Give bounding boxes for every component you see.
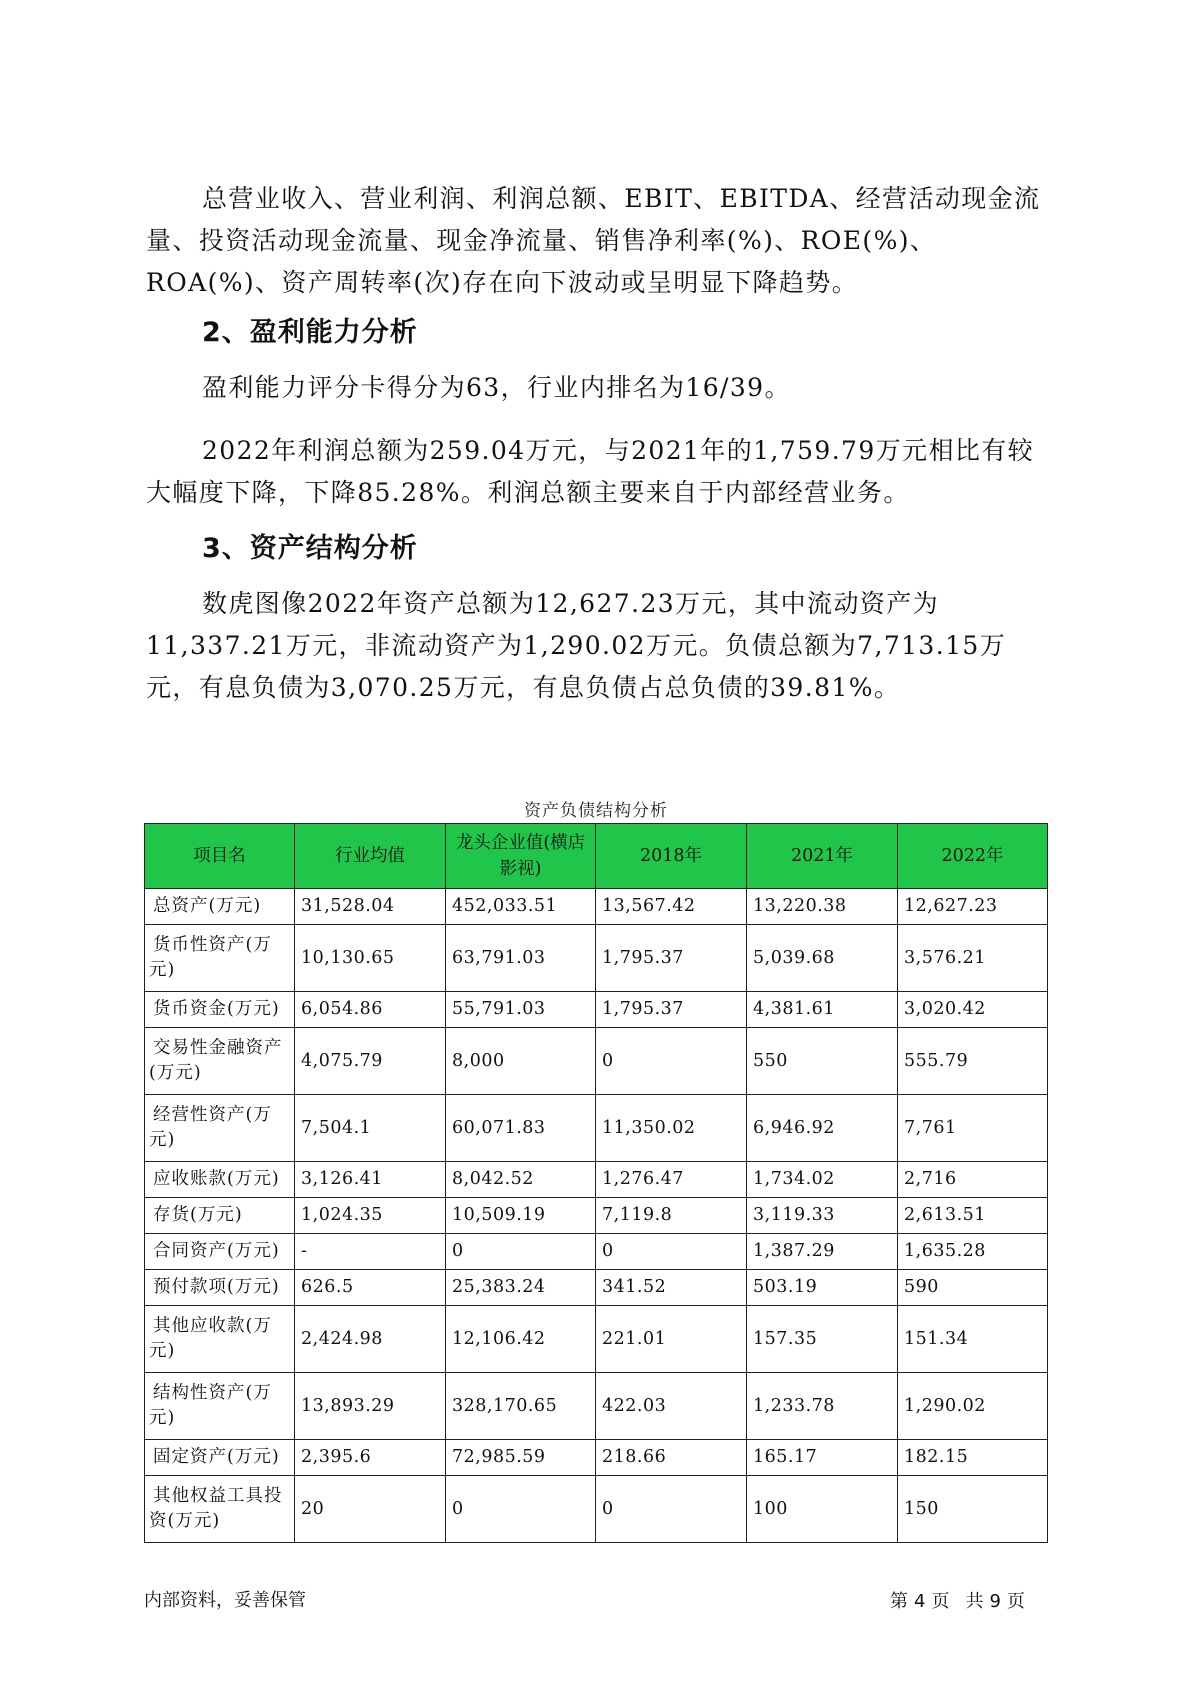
row-label: 预付款项(万元) xyxy=(145,1270,295,1306)
total-prefix: 共 xyxy=(965,1591,984,1612)
asset-liability-table xyxy=(144,823,1048,1543)
table-row xyxy=(145,1095,1048,1162)
cell-industry-average: 6,054.86 xyxy=(295,992,446,1028)
cell-2021: 3,119.33 xyxy=(747,1198,898,1234)
table-row xyxy=(145,1440,1048,1476)
table-row xyxy=(145,1306,1048,1373)
footer-page-indicator xyxy=(890,1587,1031,1613)
cell-2021: 13,220.38 xyxy=(747,889,898,925)
header-year-2022: 2022年 xyxy=(898,824,1048,889)
header-item-name: 项目名 xyxy=(145,824,295,889)
page-unit: 页 xyxy=(931,1591,950,1612)
header-year-2021: 2021年 xyxy=(747,824,898,889)
table-caption: 资产负债结构分析 xyxy=(524,801,668,821)
cell-2022: 1,635.28 xyxy=(898,1234,1048,1270)
cell-leader-value: 60,071.83 xyxy=(446,1095,596,1162)
cell-leader-value: 452,033.51 xyxy=(446,889,596,925)
row-label: 货币性资产(万元) xyxy=(145,925,295,992)
cell-2018: 1,795.37 xyxy=(596,925,747,992)
cell-leader-value: 10,509.19 xyxy=(446,1198,596,1234)
cell-2021: 1,734.02 xyxy=(747,1162,898,1198)
cell-leader-value: 0 xyxy=(446,1476,596,1543)
cell-2022: 590 xyxy=(898,1270,1048,1306)
cell-industry-average: 1,024.35 xyxy=(295,1198,446,1234)
paragraph-profitability-score: 盈利能力评分卡得分为63，行业内排名为16/39。 xyxy=(202,373,791,402)
paragraph-trend-summary: 总营业收入、营业利润、利润总额、EBIT、EBITDA、经营活动现金流量、投资活动现金流量、现金净流量、销售净利率(%)、ROE(%)、ROA(%)、资产周转率(次)存在向下波动或呈明显下降趋势。 xyxy=(146,184,1041,297)
cell-leader-value: 72,985.59 xyxy=(446,1440,596,1476)
cell-2021: 157.35 xyxy=(747,1306,898,1373)
header-industry-average: 行业均值 xyxy=(295,824,446,889)
table-row xyxy=(145,1476,1048,1543)
cell-2021: 1,387.29 xyxy=(747,1234,898,1270)
cell-2022: 7,761 xyxy=(898,1095,1048,1162)
cell-leader-value: 328,170.65 xyxy=(446,1373,596,1440)
table-header-row xyxy=(145,824,1048,889)
cell-2018: 341.52 xyxy=(596,1270,747,1306)
row-label: 其他应收款(万元) xyxy=(145,1306,295,1373)
cell-leader-value: 55,791.03 xyxy=(446,992,596,1028)
cell-2018: 7,119.8 xyxy=(596,1198,747,1234)
cell-2022: 2,613.51 xyxy=(898,1198,1048,1234)
cell-2021: 4,381.61 xyxy=(747,992,898,1028)
cell-2022: 2,716 xyxy=(898,1162,1048,1198)
cell-2022: 3,576.21 xyxy=(898,925,1048,992)
table-row xyxy=(145,992,1048,1028)
row-label: 存货(万元) xyxy=(145,1198,295,1234)
page-number: 4 xyxy=(914,1591,926,1612)
paragraph-profit-total: 2022年利润总额为259.04万元，与2021年的1,759.79万元相比有较大幅度下降，下降85.28%。利润总额主要来自于内部经营业务。 xyxy=(146,436,1035,507)
cell-industry-average: 2,424.98 xyxy=(295,1306,446,1373)
cell-2018: 0 xyxy=(596,1476,747,1543)
cell-2018: 0 xyxy=(596,1234,747,1270)
cell-leader-value: 8,042.52 xyxy=(446,1162,596,1198)
cell-industry-average: 13,893.29 xyxy=(295,1373,446,1440)
row-label: 货币资金(万元) xyxy=(145,992,295,1028)
header-leader-value: 龙头企业值(横店影视) xyxy=(446,824,596,889)
table-row xyxy=(145,889,1048,925)
row-label: 应收账款(万元) xyxy=(145,1162,295,1198)
row-label: 总资产(万元) xyxy=(145,889,295,925)
cell-2018: 1,795.37 xyxy=(596,992,747,1028)
cell-2018: 422.03 xyxy=(596,1373,747,1440)
row-label: 其他权益工具投资(万元) xyxy=(145,1476,295,1543)
cell-industry-average: 7,504.1 xyxy=(295,1095,446,1162)
cell-2021: 100 xyxy=(747,1476,898,1543)
table-row xyxy=(145,1162,1048,1198)
cell-industry-average: 10,130.65 xyxy=(295,925,446,992)
table-row xyxy=(145,1270,1048,1306)
cell-industry-average: 4,075.79 xyxy=(295,1028,446,1095)
header-year-2018: 2018年 xyxy=(596,824,747,889)
cell-2018: 1,276.47 xyxy=(596,1162,747,1198)
cell-2018: 11,350.02 xyxy=(596,1095,747,1162)
cell-2018: 221.01 xyxy=(596,1306,747,1373)
cell-leader-value: 8,000 xyxy=(446,1028,596,1095)
cell-2022: 182.15 xyxy=(898,1440,1048,1476)
table-row xyxy=(145,1198,1048,1234)
table-row xyxy=(145,1028,1048,1095)
cell-2021: 6,946.92 xyxy=(747,1095,898,1162)
row-label: 固定资产(万元) xyxy=(145,1440,295,1476)
section-heading-profitability: 2、盈利能力分析 xyxy=(202,317,418,348)
section-heading-asset-structure: 3、资产结构分析 xyxy=(202,533,418,564)
row-label: 合同资产(万元) xyxy=(145,1234,295,1270)
cell-2021: 550 xyxy=(747,1028,898,1095)
cell-leader-value: 63,791.03 xyxy=(446,925,596,992)
cell-industry-average: 20 xyxy=(295,1476,446,1543)
cell-2022: 150 xyxy=(898,1476,1048,1543)
cell-2018: 218.66 xyxy=(596,1440,747,1476)
cell-2022: 3,020.42 xyxy=(898,992,1048,1028)
cell-industry-average: 3,126.41 xyxy=(295,1162,446,1198)
cell-2022: 1,290.02 xyxy=(898,1373,1048,1440)
cell-2018: 0 xyxy=(596,1028,747,1095)
cell-industry-average: 626.5 xyxy=(295,1270,446,1306)
page-prefix: 第 xyxy=(890,1591,908,1612)
cell-2022: 12,627.23 xyxy=(898,889,1048,925)
cell-2021: 1,233.78 xyxy=(747,1373,898,1440)
footer-confidential-note: 内部资料，妥善保管 xyxy=(144,1590,306,1611)
cell-2022: 151.34 xyxy=(898,1306,1048,1373)
cell-industry-average: 31,528.04 xyxy=(295,889,446,925)
cell-2018: 13,567.42 xyxy=(596,889,747,925)
row-label: 交易性金融资产(万元) xyxy=(145,1028,295,1095)
cell-leader-value: 12,106.42 xyxy=(446,1306,596,1373)
cell-2022: 555.79 xyxy=(898,1028,1048,1095)
cell-industry-average: - xyxy=(295,1234,446,1270)
row-label: 经营性资产(万元) xyxy=(145,1095,295,1162)
cell-leader-value: 25,383.24 xyxy=(446,1270,596,1306)
cell-2021: 5,039.68 xyxy=(747,925,898,992)
table-row xyxy=(145,925,1048,992)
total-pages: 9 xyxy=(989,1591,1001,1612)
cell-industry-average: 2,395.6 xyxy=(295,1440,446,1476)
total-unit: 页 xyxy=(1006,1591,1025,1612)
table-row xyxy=(145,1234,1048,1270)
cell-leader-value: 0 xyxy=(446,1234,596,1270)
row-label: 结构性资产(万元) xyxy=(145,1373,295,1440)
cell-2021: 165.17 xyxy=(747,1440,898,1476)
paragraph-asset-structure: 数虎图像2022年资产总额为12,627.23万元，其中流动资产为11,337.21万元，非流动资产为1,290.02万元。负债总额为7,713.15万元，有息负债为3,070.25万元，有息负债占总负债的39.81%。 xyxy=(146,589,1007,702)
table-row xyxy=(145,1373,1048,1440)
cell-2021: 503.19 xyxy=(747,1270,898,1306)
